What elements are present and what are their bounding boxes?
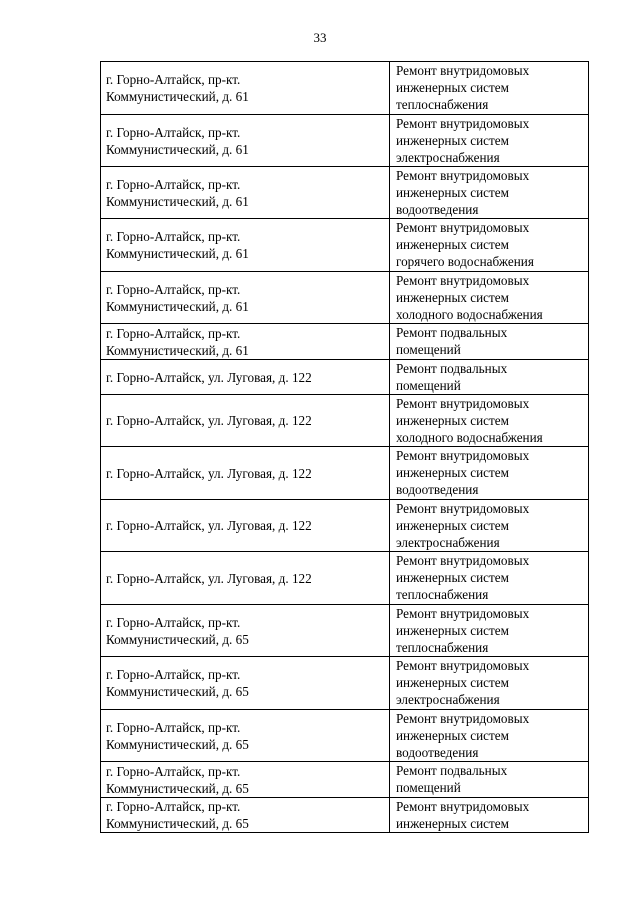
work-cell: Ремонт внутридомовых инженерных систем холодного водоснабжения <box>390 395 589 447</box>
address-cell: г. Горно-Алтайск, пр-кт. Коммунистический, д. 65 <box>101 710 390 762</box>
table-row <box>101 762 589 798</box>
table-row <box>101 798 589 833</box>
table-row <box>101 500 589 552</box>
table-row <box>101 62 589 115</box>
work-cell: Ремонт подвальных помещений <box>390 324 589 360</box>
table-row <box>101 447 589 500</box>
address-cell: г. Горно-Алтайск, ул. Луговая, д. 122 <box>101 360 390 395</box>
work-cell: Ремонт внутридомовых инженерных систем холодного водоснабжения <box>390 272 589 324</box>
work-cell: Ремонт внутридомовых инженерных систем теплоснабжения <box>390 62 589 115</box>
address-cell: г. Горно-Алтайск, ул. Луговая, д. 122 <box>101 552 390 605</box>
table-row <box>101 605 589 657</box>
table-row <box>101 115 589 167</box>
table-row <box>101 219 589 272</box>
address-cell: г. Горно-Алтайск, пр-кт. Коммунистический, д. 61 <box>101 219 390 272</box>
table-row <box>101 657 589 710</box>
table-row <box>101 272 589 324</box>
work-cell: Ремонт внутридомовых инженерных систем <box>390 798 589 833</box>
address-cell: г. Горно-Алтайск, ул. Луговая, д. 122 <box>101 447 390 500</box>
table-row <box>101 395 589 447</box>
work-cell: Ремонт внутридомовых инженерных систем теплоснабжения <box>390 552 589 605</box>
address-cell: г. Горно-Алтайск, пр-кт. Коммунистический, д. 61 <box>101 115 390 167</box>
address-cell: г. Горно-Алтайск, пр-кт. Коммунистический, д. 61 <box>101 324 390 360</box>
work-cell: Ремонт внутридомовых инженерных систем горячего водоснабжения <box>390 219 589 272</box>
table-row <box>101 710 589 762</box>
address-cell: г. Горно-Алтайск, пр-кт. Коммунистический, д. 61 <box>101 167 390 219</box>
work-cell: Ремонт внутридомовых инженерных систем водоотведения <box>390 710 589 762</box>
table-row <box>101 324 589 360</box>
page-number: 33 <box>313 30 327 45</box>
address-cell: г. Горно-Алтайск, пр-кт. Коммунистический, д. 65 <box>101 798 390 833</box>
work-cell: Ремонт внутридомовых инженерных систем водоотведения <box>390 167 589 219</box>
address-cell: г. Горно-Алтайск, пр-кт. Коммунистический, д. 65 <box>101 657 390 710</box>
work-cell: Ремонт внутридомовых инженерных систем водоотведения <box>390 447 589 500</box>
address-cell: г. Горно-Алтайск, пр-кт. Коммунистический, д. 61 <box>101 62 390 115</box>
work-cell: Ремонт внутридомовых инженерных систем электроснабжения <box>390 500 589 552</box>
work-cell: Ремонт внутридомовых инженерных систем теплоснабжения <box>390 605 589 657</box>
works-table-body <box>101 62 589 833</box>
work-cell: Ремонт подвальных помещений <box>390 360 589 395</box>
address-cell: г. Горно-Алтайск, ул. Луговая, д. 122 <box>101 395 390 447</box>
address-cell: г. Горно-Алтайск, пр-кт. Коммунистический, д. 65 <box>101 762 390 798</box>
table-row <box>101 167 589 219</box>
work-cell: Ремонт подвальных помещений <box>390 762 589 798</box>
address-cell: г. Горно-Алтайск, пр-кт. Коммунистический, д. 65 <box>101 605 390 657</box>
address-cell: г. Горно-Алтайск, пр-кт. Коммунистический, д. 61 <box>101 272 390 324</box>
table-row <box>101 360 589 395</box>
works-table <box>100 61 589 833</box>
work-cell: Ремонт внутридомовых инженерных систем электроснабжения <box>390 657 589 710</box>
address-cell: г. Горно-Алтайск, ул. Луговая, д. 122 <box>101 500 390 552</box>
table-row <box>101 552 589 605</box>
work-cell: Ремонт внутридомовых инженерных систем электроснабжения <box>390 115 589 167</box>
